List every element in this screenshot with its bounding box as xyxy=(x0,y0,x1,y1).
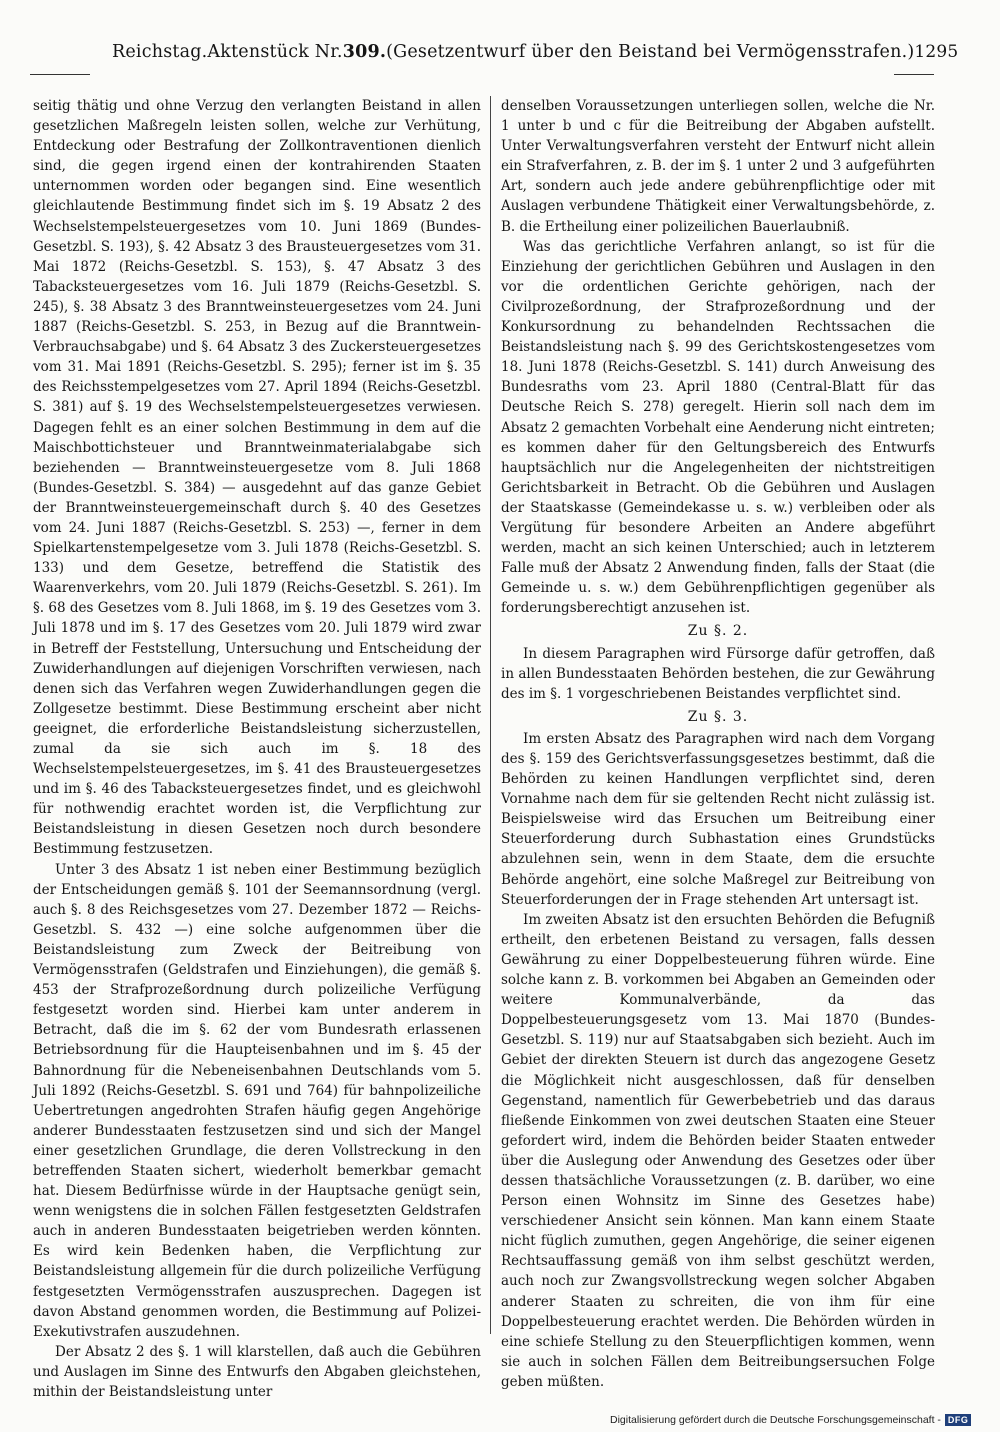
right-column xyxy=(501,96,935,1392)
header-doc: Aktenstück Nr. xyxy=(207,42,343,62)
dfg-logo: DFG xyxy=(945,1414,972,1426)
paragraph: seitig thätig und ohne Verzug den verlangten Beistand in allen gesetzlichen Maßregeln leisten sollen, welche zur Verhütung, Entdeckung oder Bestrafung der Zollkontraventionen dienlich sind, die gegen irgend einen der kontrahirenden Staaten unternommen worden oder begangen sind. Eine wesentlich gleichlautende Bestimmung findet sich im §. 19 Absatz 2 des Wechselstempelsteuergesetzes vom 10. Juni 1869 (Bundes-Gesetzbl. S. 193), §. 42 Absatz 3 des Brausteuergesetzes vom 31. Mai 1872 (Reichs-Gesetzbl. S. 153), §. 47 Absatz 3 des Tabacksteuergesetzes vom 16. Juli 1879 (Reichs-Gesetzbl. S. 245), §. 38 Absatz 3 des Branntweinsteuergesetzes vom 24. Juni 1887 (Reichs-Gesetzbl. S. 253, in Bezug auf die Branntwein-Verbrauchsabgabe) und §. 64 Absatz 3 des Zuckersteuergesetzes vom 31. Mai 1891 (Reichs-Gesetzbl. S. 295); ferner ist im §. 35 des Reichsstempelgesetzes vom 27. April 1894 (Reichs-Gesetzbl. S. 381) auf §. 19 des Wechselstempelsteuergesetzes verwiesen. Dagegen fehlt es an einer solchen Bestimmung in dem auf die Maischbottichsteuer und Branntweinmaterialabgabe sich beziehenden — Branntweinsteuergesetze vom 8. Juli 1868 (Bundes-Gesetzbl. S. 384) — ausgedehnt auf das ganze Gebiet der Branntweinsteuergemeinschaft durch §. 40 des Gesetzes vom 24. Juni 1887 (Reichs-Gesetzbl. S. 253) —, ferner in dem Spielkartenstempelgesetze vom 3. Juli 1878 (Reichs-Gesetzbl. S. 133) und dem Gesetze, betreffend die Statistik des Waarenverkehrs, vom 20. Juli 1879 (Reichs-Gesetzbl. S. 261). Im §. 68 des Gesetzes vom 8. Juli 1868, im §. 19 des Gesetzes vom 3. Juli 1878 und im §. 17 des Gesetzes vom 20. Juli 1879 wird zwar in Betreff der Feststellung, Untersuchung und Entscheidung der Zuwiderhandlungen auf diejenigen Vorschriften verwiesen, nach denen sich das Verfahren wegen Zuwiderhandlungen gegen die Zollgesetze bestimmt. Diese Bestimmung erscheint aber nicht geeignet, die erforderliche Beistandsleistung sicherzustellen, zumal da sie sich auch im §. 18 des Wechselstempelsteuergesetzes, im §. 41 des Brausteuergesetzes und im §. 46 des Tabacksteuergesetzes findet, und es gleichwohl für nothwendig erachtet worden ist, die Verpflichtung zur Beistandsleistung in diesen Gesetzen noch durch besondere Bestimmung festzusetzen. xyxy=(33,98,481,858)
section-heading: Zu §. 2. xyxy=(687,623,749,640)
left-column xyxy=(33,96,481,1402)
footer xyxy=(610,1414,971,1426)
paragraph: Im ersten Absatz des Paragraphen wird nach dem Vorgang des §. 159 des Gerichtsverfassungsgesetzes bestimmt, daß die Behörden zu keinen Handlungen verpflichtet sind, deren Vornahme nach dem für sie geltenden Recht nicht zulässig ist. Beispielsweise wird das Ersuchen um Beitreibung einer Steuerforderung durch Subhastation eines Grundstücks abzulehnen sein, wenn in dem Staate, dem die ersuchte Behörde angehört, eine solche Maßregel zur Beitreibung von Steuerforderungen der in Frage stehenden Art untersagt ist. xyxy=(501,730,935,908)
column-divider xyxy=(490,96,491,1334)
header-subject: (Gesetzentwurf über den Beistand bei Vermögensstrafen.) xyxy=(386,42,915,62)
paragraph: Was das gerichtliche Verfahren anlangt, so ist für die Einziehung der gerichtlichen Gebühren und Auslagen in den vor die ordentlichen Gerichte gehörigen, nach der Civilprozeßordnung, der Strafprozeßordnung und der Konkursordnung zu behandelnden Rechtssachen die Beistandsleistung nach §. 99 des Gerichtskostengesetzes vom 18. Juni 1878 (Reichs-Gesetzbl. S. 141) durch Anweisung des Bundesraths vom 23. April 1880 (Central-Blatt für das Deutsche Reich S. 278) geregelt. Hierin soll nach dem im Absatz 2 gemachten Vorbehalt eine Aenderung nicht eintreten; es kommen daher für den Geltungsbereich des Entwurfs hauptsächlich nur die Angelegenheiten der nichtstreitigen Gerichtsbarkeit in Betracht. Ob die Gebühren und Auslagen der Staatskasse (Gemeindekasse u. s. w.) verbleiben oder als Vergütung für besondere Arbeiten an Andere abgeführt werden, macht an sich keinen Unterschied; auch in letzterem Falle muß der Absatz 2 Anwendung finden, falls der Staat (die Gemeinde u. s. w.) dem Gebührenpflichtigen gegenüber als forderungsberechtigt anzusehen ist. xyxy=(501,238,935,617)
paragraph: In diesem Paragraphen wird Fürsorge dafür getroffen, daß in allen Bundesstaaten Behörden bestehen, die zur Gewährung des im §. 1 vorgeschriebenen Beistandes verpflichtet sind. xyxy=(501,645,935,702)
page-number: 1295 xyxy=(914,42,959,62)
header-body: Reichstag. xyxy=(112,42,208,62)
paragraph: denselben Voraussetzungen unterliegen sollen, welche die Nr. 1 unter b und c für die Beitreibung der Abgaben aufstellt. Unter Verwaltungsverfahren versteht der Entwurf nicht allein ein Strafverfahren, z. B. der im §. 1 unter 2 und 3 aufgeführten Art, sondern auch jede andere gebührenpflichtige oder mit Auslagen verbundene Thätigkeit einer Verwaltungsbehörde, z. B. die Ertheilung einer polizeilichen Bauerlaubniß. xyxy=(501,98,935,235)
footer-text: Digitalisierung gefördert durch die Deutsche Forschungsgemeinschaft - xyxy=(610,1414,941,1426)
header-rule-left xyxy=(30,74,90,75)
header-rule-right xyxy=(894,74,934,75)
paragraph: Der Absatz 2 des §. 1 will klarstellen, daß auch die Gebühren und Auslagen im Sinne des Entwurfs den Abgaben gleichstehen, mithin der Beistandsleistung unter xyxy=(33,1343,481,1400)
paragraph: Im zweiten Absatz ist den ersuchten Behörden die Befugniß ertheilt, den erbetenen Beistand zu versagen, falls dessen Gewährung zu einer Doppelbesteuerung führen würde. Eine solche kann z. B. vorkommen bei Abgaben an Gemeinden oder weitere Kommunalverbände, da das Doppelbesteuerungsgesetz vom 13. Mai 1870 (Bundes-Gesetzbl. S. 119) nur auf Staatsabgaben sich bezieht. Auch im Gebiet der direkten Steuern ist durch das angezogene Gesetz die Möglichkeit nicht ausgeschlossen, daß für denselben Gegenstand, namentlich für Gewerbebetrieb und das daraus fließende Einkommen von zwei deutschen Staaten eine Steuer gefordert wird, indem die Behörden beider Staaten entweder über die Auslegung oder Anwendung des Gesetzes oder über dessen thatsächliche Voraussetzungen (z. B. darüber, wo eine Person einen Wohnsitz im Sinne des Gesetzes habe) verschiedener Ansicht sein können. Man kann einem Staate nicht füglich zumuthen, gegen Angehörige, die seiner eigenen Rechtsauffassung gemäß von ihm selbst geschützt werden, auch noch zur Zwangsvollstreckung wegen solcher Abgaben anderer Staaten zu schreiten, die von ihm für eine Doppelbesteuerung erachtet werden. Die Behörden würden in eine schiefe Stellung zu den Steuerpflichtigen kommen, wenn sie auch in solchen Fällen dem Beitreibungsersuchen Folge geben müßten. xyxy=(501,911,935,1390)
paragraph: Unter 3 des Absatz 1 ist neben einer Bestimmung bezüglich der Entscheidungen gemäß §. 101 der Seemannsordnung (vergl. auch §. 8 des Reichsgesetzes vom 27. Dezember 1872 — Reichs-Gesetzbl. S. 432 —) eine solche aufgenommen über die Beistandsleistung zum Zweck der Beitreibung von Vermögensstrafen (Geldstrafen und Einziehungen), die gemäß §. 453 der Strafprozeßordnung durch polizeiliche Verfügung festgesetzt worden sind. Hierbei kam unter anderem in Betracht, daß die im §. 62 der vom Bundesrath erlassenen Betriebsordnung für die Haupteisenbahnen und im §. 45 der Bahnordnung für die Nebeneisenbahnen Deutschlands vom 5. Juli 1892 (Reichs-Gesetzbl. S. 691 und 764) für bahnpolizeiliche Uebertretungen angedrohten Strafen häufig gegen Angehörige anderer Bundesstaaten festzusetzen sind und sich der Mangel einer gesetzlichen Grundlage, die deren Vollstreckung in den betreffenden Staaten sichert, wiederholt bemerkbar gemacht hat. Diesem Bedürfnisse würde in der Hauptsache genügt sein, wenn wenigstens die in solchen Fällen festgesetzten Geldstrafen auch in anderen Bundesstaaten beigetrieben werden könnten. Es wird kein Bedenken haben, die Verpflichtung zur Beistandsleistung allgemein für die durch polizeiliche Verfügung festgesetzten Vermögensstrafen auszusprechen. Dagegen ist davon Abstand genommen worden, die Bestimmung auf Polizei-Exekutivstrafen auszudehnen. xyxy=(33,861,481,1340)
header-number: 309. xyxy=(342,42,387,62)
section-heading: Zu §. 3. xyxy=(687,708,749,725)
page-header xyxy=(112,42,959,72)
